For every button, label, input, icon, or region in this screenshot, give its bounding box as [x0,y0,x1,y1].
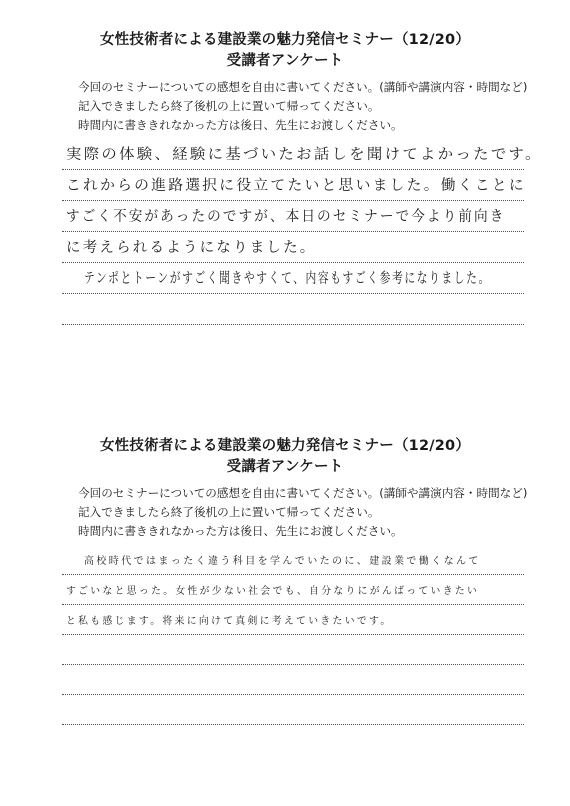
handwritten-text: テンポとトーンがすごく聞きやすくて、内容もすごく参考になりました。 [84,271,491,287]
handwritten-text: 実際の体験、経験に基づいたお話しを聞けてよかったです。 [66,147,543,163]
answer-line [62,170,524,201]
survey-instructions [0,78,570,135]
instruction-line: 時間内に書ききれなかった方は後日、先生にお渡しください。 [78,524,403,538]
instruction-line: 今回のセミナーについての感想を自由に書いてください。(講師や講演内容・時間など) [78,486,528,500]
handwritten-text: 高校時代ではまったく違う科目を学んでいたのに、建設業で働くなんて [84,556,481,567]
answer-area [62,545,524,725]
handwritten-text: これからの進路選択に役立てたいと思いました。働くことに [66,178,526,194]
survey-title: 女性技術者による建設業の魅力発信セミナー（12/20） [99,32,471,48]
instruction-line: 時間内に書ききれなかった方は後日、先生にお渡しください。 [78,118,403,132]
answer-line [62,575,524,605]
answer-line [62,139,543,170]
handwritten-text: に考えられるようになりました。 [66,240,317,256]
instruction-line: 今回のセミナーについての感想を自由に書いてください。(講師や講演内容・時間など) [78,80,528,94]
answer-line [62,263,524,294]
handwritten-text: すごく不安があったのですが、本日のセミナーで今より前向き [66,209,506,225]
answer-line [62,201,524,232]
answer-line [62,294,524,325]
answer-line [62,545,524,575]
instruction-line: 記入できましたら終了後机の上に置いて帰ってください。 [78,99,380,113]
answer-area [62,139,543,325]
handwritten-text: すごいなと思った。女性が少ない社会でも、自分なりにがんばっていきたい [66,586,480,597]
answer-line [62,695,524,725]
survey-subtitle: 受講者アンケート [226,459,344,475]
handwritten-text: と私も感じます。将来に向けて真剣に考えていきたいです。 [66,616,393,627]
survey-sheet-2 [0,436,570,725]
instruction-line: 記入できましたら終了後机の上に置いて帰ってください。 [78,505,380,519]
answer-line [62,605,524,635]
survey-title: 女性技術者による建設業の魅力発信セミナー（12/20） [99,438,471,454]
survey-subtitle: 受講者アンケート [226,53,344,69]
answer-line [62,635,524,665]
answer-line [62,665,524,695]
answer-line [62,232,524,263]
survey-sheet-1 [0,30,570,325]
survey-instructions [0,484,570,541]
